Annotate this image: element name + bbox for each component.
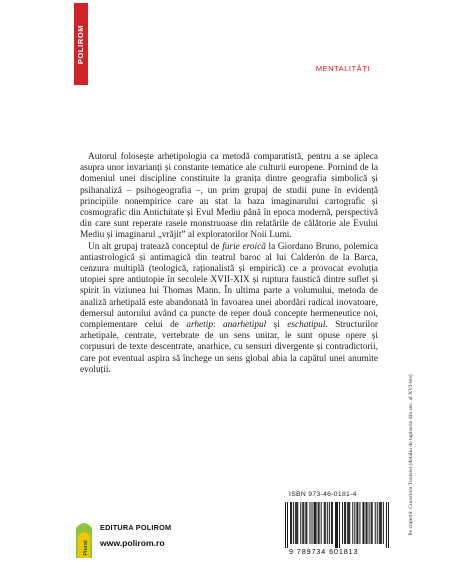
barcode-bar <box>291 502 292 544</box>
barcode-bar <box>379 502 380 544</box>
barcode-bar <box>309 502 310 544</box>
barcode-bar <box>319 502 320 544</box>
barcode-bar <box>285 502 286 548</box>
barcode-bar <box>329 502 330 544</box>
barcode-bar <box>321 502 322 544</box>
publisher-name: EDITURA POLIROM <box>100 523 172 532</box>
barcode-bar <box>362 502 363 544</box>
blurb-text: . Structurilor arhetipale, centrate, vertebrate de un sens unitar, le sunt opuse opere și corpusuri de texte descentrate, anarhice, cu sensuri divergente și contradictorii, care pot eventual aspira să închege un sens global abia la capătul unei anumite evoluții. <box>80 320 378 375</box>
barcode-bar <box>332 502 333 544</box>
barcode-bar <box>318 502 319 544</box>
barcode-bar <box>349 502 350 544</box>
barcode-bar <box>300 502 301 544</box>
series-tab <box>74 3 88 85</box>
barcode-bar <box>344 502 345 544</box>
barcode-bar <box>345 502 346 544</box>
barcode-bar <box>314 502 315 544</box>
barcode-bar <box>290 502 291 544</box>
barcode-bar <box>366 502 367 544</box>
barcode-bar <box>315 502 316 544</box>
cover-credit <box>407 330 415 580</box>
publisher-logo <box>74 518 94 562</box>
barcode-bar <box>371 502 372 544</box>
blurb-term: arhetip <box>186 320 214 331</box>
barcode-bar <box>356 502 357 544</box>
barcode-bar <box>364 502 365 544</box>
barcode-bar <box>305 502 306 544</box>
barcode-bar <box>375 502 376 544</box>
blurb-term: anarhetipul <box>223 320 267 331</box>
barcode-bar <box>337 502 338 548</box>
barcode-bar <box>372 502 373 544</box>
barcode-bar <box>357 502 358 544</box>
barcode-bar <box>383 502 384 544</box>
barcode-bar <box>331 502 332 544</box>
barcode-bar <box>388 502 389 548</box>
barcode-bar <box>352 502 353 544</box>
blurb <box>80 152 378 376</box>
barcode-bar <box>296 502 297 544</box>
blurb-text: Un alt grupaj tratează conceptul de <box>88 241 223 252</box>
barcode-bar <box>325 502 326 544</box>
barcode-bar <box>377 502 378 544</box>
cover-credit-text: Pe copertă: Cucerirea Tunisiei (detaliu de tapiserie din sec. al XVI-lea) <box>408 374 414 536</box>
barcode-bar <box>381 502 382 544</box>
barcode-bar <box>367 502 368 544</box>
barcode-bar <box>336 502 337 548</box>
series-tab-label: POLIROM <box>76 24 86 64</box>
barcode-bar <box>380 502 381 544</box>
blurb-text: la Giordano Bruno, polemica antiastrologică și antimagică din teatrul baroc al lui Calderón de la Barca, cenzura multiplă (teologică, raționalistă și empirică) ce a provocat evoluția utopiei spre antiutopie în secolele XVII-XIX și ruptura faustică dintre suflet și spirit în viziunea lui Thomas Mann. În ultima parte a volumului, metoda de analiză arhetipală este abandonată în favoarea unei abordări radical inovatoare, demersul autorului având ca puncte de reper două concepte hermeneutice noi, complementare celui de <box>80 241 378 331</box>
barcode-bar <box>297 502 298 544</box>
barcode-bar <box>386 502 387 548</box>
collection-name: MENTALITĂȚI <box>315 64 370 73</box>
barcode-bar <box>302 502 303 544</box>
blurb-text: și <box>266 320 288 331</box>
barcode-bar <box>335 502 336 548</box>
barcode-bar <box>295 502 296 544</box>
barcode-digits: 9 789734 601813 <box>289 547 359 556</box>
barcode-bar <box>347 502 348 544</box>
barcode-bar <box>342 502 343 544</box>
barcode-bar <box>287 502 288 548</box>
barcode-bar <box>354 502 355 544</box>
barcode-bar <box>348 502 349 544</box>
barcode-bar <box>312 502 313 544</box>
isbn-label: ISBN 973-46-0181-4 <box>289 491 357 498</box>
barcode-bar <box>339 502 340 548</box>
barcode-bar <box>327 502 328 544</box>
barcode-bar <box>306 502 307 544</box>
barcode-bar <box>293 502 294 544</box>
logo-text: Plural <box>83 540 89 556</box>
blurb-paragraph-1: Autorul folosește arhetipologia ca metodă comparatistă, pentru a se apleca asupra unor invarianți și constante tematice ale culturii europene. Pornind de la domeniul unei discipline constituite la granița dintre geografia simbolică și psihanaliză – psihogeografia –, un prim grupaj de studii pune în evidență principiile nonempirice care au stat la baza imaginarului cartografic și cosmografic din Antichitate și Evul Mediu până în epoca modernă, perspectivă din care sunt reperate rasele monstruoase din relatările de călătorie ale Evului Mediu și imaginarul „vrăjit” al exploratorilor Noii Lumi. <box>80 152 378 241</box>
blurb-text: : <box>213 320 223 331</box>
blurb-term: eschatipul <box>287 320 326 331</box>
barcode-bar <box>369 502 370 544</box>
barcode-bar <box>324 502 325 544</box>
barcode-bar <box>316 502 317 544</box>
barcode-bar <box>359 502 360 544</box>
blurb-paragraph-2 <box>80 242 378 376</box>
publisher-website: www.polirom.ro <box>100 538 165 548</box>
barcode <box>285 502 389 548</box>
barcode-bar <box>303 502 304 544</box>
blurb-term: furie eroică <box>222 241 266 252</box>
